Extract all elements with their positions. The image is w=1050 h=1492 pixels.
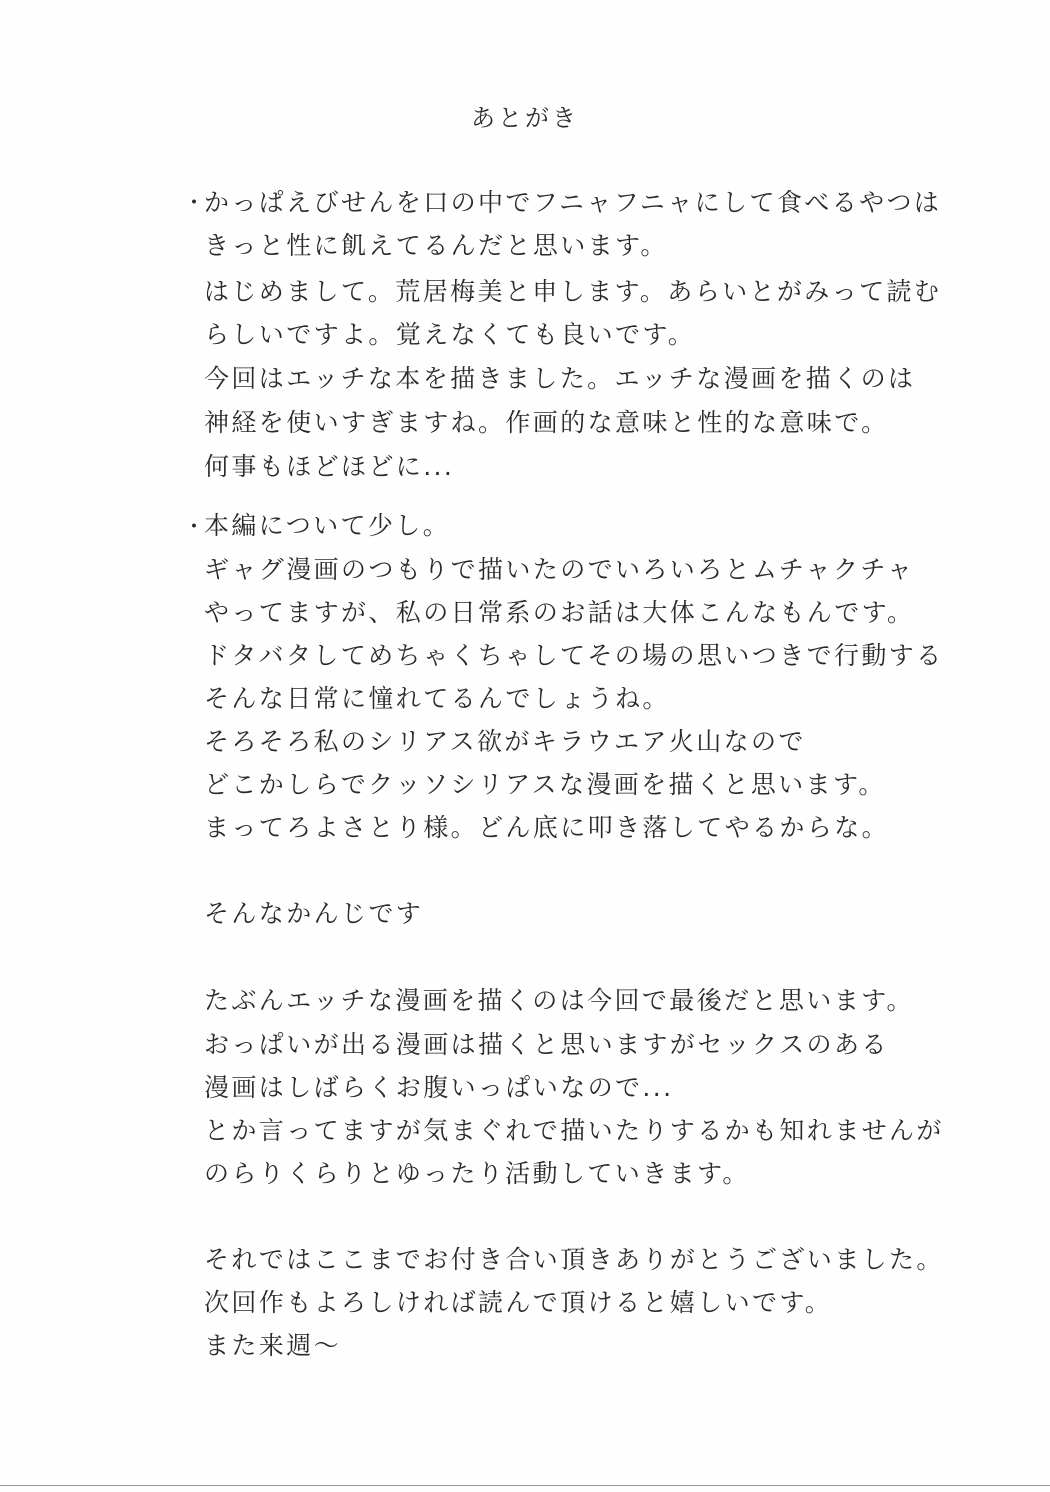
text-line: 次回作もよろしければ読んで頂けると嬉しいです。: [204, 1288, 833, 1317]
text-line: そろそろ私のシリアス欲がキラウエア火山なので: [204, 727, 806, 756]
text-line: たぶんエッチな漫画を描くのは今回で最後だと思います。: [204, 986, 914, 1015]
text-line: そんなかんじです: [204, 899, 424, 928]
text-line: どこかしらでクッソシリアスな漫画を描くと思います。: [204, 770, 886, 799]
text-line: ギャグ漫画のつもりで描いたのでいろいろとムチャクチャ: [204, 555, 915, 584]
text-line: ドタバタしてめちゃくちゃしてその場の思いつきで行動する: [204, 641, 944, 670]
text-line: おっぱいが出る漫画は描くと思いますがセックスのある: [204, 1030, 889, 1059]
text-line: 神経を使いすぎますね。作画的な意味と性的な意味で。: [204, 408, 889, 437]
page-edge-line: [0, 1485, 1050, 1486]
text-line: 本編について少し。: [204, 511, 451, 540]
text-line: そんな日常に憧れてるんでしょうね。: [204, 684, 670, 713]
bullet-mark: ・: [183, 191, 206, 216]
text-line: きっと性に飢えてるんだと思います。: [204, 231, 668, 260]
text-line: 漫画はしばらくお腹いっぱいなので...: [204, 1073, 674, 1102]
text-line: らしいですよ。覚えなくても良いです。: [204, 320, 696, 349]
text-line: やってますが、私の日常系のお話は大体こんなもんです。: [204, 598, 915, 627]
text-line: かっぱえびせんを口の中でフニャフニャにして食べるやつは: [204, 188, 942, 217]
text-line: はじめまして。荒居梅美と申します。あらいとがみって読む: [204, 277, 942, 306]
text-line: まってろよさとり様。どん底に叩き落してやるからな。: [204, 813, 890, 842]
text-line: また来週～: [204, 1331, 342, 1360]
bullet-mark: ・: [183, 515, 206, 540]
text-line: 今回はエッチな本を描きました。エッチな漫画を描くのは: [204, 364, 916, 393]
text-line: それではここまでお付き合い頂きありがとうございました。: [204, 1245, 944, 1274]
text-line: とか言ってますが気まぐれで描いたりするかも知れませんが: [204, 1116, 944, 1145]
text-line: のらりくらりとゆったり活動していきます。: [204, 1159, 750, 1188]
text-line: 何事もほどほどに...: [204, 452, 455, 481]
page-title: あとがき: [471, 104, 579, 132]
